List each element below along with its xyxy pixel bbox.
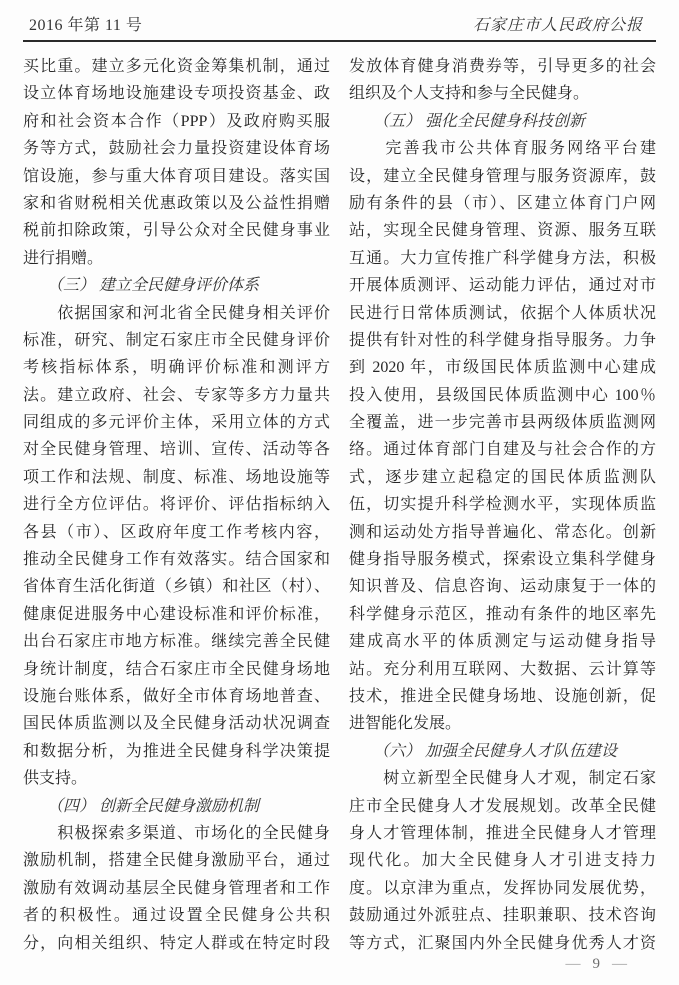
text-line: 开展体质测评、运动能力评估，通过对市: [349, 277, 656, 295]
text-line: 现代化。加大全民健身人才引进支持力: [349, 852, 656, 870]
text-line: 推动全民健身工作有效落实。结合国家和: [23, 551, 330, 569]
text-line: 技术，推进全民健身场地、设施创新，促: [349, 687, 656, 705]
text-line: 建成高水平的体质测定与运动健身指导: [349, 633, 656, 651]
text-line: 身统计制度，结合石家庄市全民健身场地: [23, 660, 330, 678]
text-line: 依据国家和河北省全民健身相关评价: [23, 304, 330, 322]
column-right: [349, 53, 656, 957]
text-line: 度。以京津为重点，发挥协同发展优势，: [349, 879, 656, 897]
text-line: 对全民健身管理、培训、宣传、活动等各: [23, 441, 330, 459]
text-line: 测和运动处方指导普遍化、常态化。创新: [349, 523, 656, 541]
text-line: 出台石家庄市地方标准。继续完善全民健: [23, 633, 330, 651]
text-line: 鼓励通过外派驻点、挂职兼职、技术咨询: [349, 907, 656, 925]
text-line: 健身指导服务模式，探索设立集科学健身: [349, 551, 656, 569]
text-line: 式，逐步建立起稳定的国民体质监测队: [349, 468, 656, 486]
text-line: 馆设施，参与重大体育项目建设。落实国: [23, 167, 330, 185]
text-line: 站。充分利用互联网、大数据、云计算等: [349, 660, 656, 678]
text-line: 法。建立政府、社会、专家等多方力量共: [23, 386, 330, 404]
text-line: 投入使用，县级国民体质监测中心 100％: [349, 386, 656, 404]
text-line: 设，建立全民健身管理与服务资源库，鼓: [349, 167, 656, 185]
text-line: 者的积极性。通过设置全民健身公共积: [23, 907, 330, 925]
text-line: 伍，切实提升科学检测水平，实现体质监: [349, 496, 656, 514]
text-line: 励有条件的县（市）、区建立体育门户网: [349, 194, 656, 212]
text-line: 供支持。: [23, 770, 88, 788]
text-line: 设立体育场地设施建设专项投资基金、政: [23, 85, 330, 103]
publication-title: 石家庄市人民政府公报: [472, 17, 643, 34]
page-number: 9: [592, 956, 600, 972]
section-heading: （六） 加强全民健身人才队伍建设: [349, 742, 618, 760]
text-line: 进智能化发展。: [349, 715, 462, 733]
text-line: 分，向相关组织、特定人群或在特定时段: [23, 934, 330, 952]
text-line: 积极探索多渠道、市场化的全民健身: [23, 824, 330, 842]
text-line: 买比重。建立多元化资金筹集机制，通过: [23, 58, 330, 75]
text-line: 各县（市）、区政府年度工作考核内容，: [23, 523, 330, 541]
footer-dash-left: —: [565, 956, 581, 972]
text-line: 国民体质监测以及全民健身活动状况调查: [23, 715, 330, 733]
text-line: 健康促进服务中心建设标准和评价标准，: [23, 605, 330, 623]
text-line: 设施台账体系，做好全市体育场地普查、: [23, 687, 330, 705]
text-line: 发放体育健身消费券等，引导更多的社会: [349, 58, 656, 75]
footer-dash-right: —: [612, 956, 627, 972]
text-line: 庄市全民健身人才发展规划。改革全民健: [349, 797, 656, 815]
text-line: 提供有针对性的科学健身指导服务。力争: [349, 331, 656, 349]
text-line: 民进行日常体质测试，依据个人体质状况: [349, 304, 656, 322]
column-left: [23, 53, 330, 957]
text-line: 进行全方位评估。将评价、评估指标纳入: [23, 496, 330, 514]
text-line: 家和省财税相关优惠政策以及公益性捐赠: [23, 194, 330, 212]
text-line: 项工作和法规、制度、标准、场地设施等: [23, 468, 330, 486]
text-line: 到 2020 年，市级国民体质监测中心建成: [349, 359, 656, 377]
text-line: 组织及个人支持和参与全民健身。: [349, 85, 590, 103]
section-heading: （五） 强化全民健身科技创新: [349, 112, 586, 130]
issue-number: 2016 年第 11 号: [29, 17, 143, 34]
text-line: 府和社会资本合作（PPP）及政府购买服: [23, 112, 330, 130]
text-line: 全覆盖，进一步完善市县两级体质监测网: [349, 414, 656, 432]
text-line: 同组成的多元评价主体，采用立体的方式: [23, 414, 330, 432]
section-heading: （四） 创新全民健身激励机制: [23, 797, 260, 815]
text-line: 和数据分析，为推进全民健身科学决策提: [23, 742, 330, 760]
text-line: 进行捐赠。: [23, 249, 104, 267]
text-line: 互通。大力宣传推广科学健身方法，积极: [349, 249, 656, 267]
text-line: 知识普及、信息咨询、运动康复于一体的: [349, 578, 656, 596]
document-body: [23, 53, 656, 957]
page-footer: [566, 955, 628, 973]
text-line: 科学健身示范区，推动有条件的地区率先: [349, 605, 656, 623]
text-line: 等方式，汇聚国内外全民健身优秀人才资: [349, 934, 656, 952]
page-header: [23, 0, 656, 42]
text-line: 完善我市公共体育服务网络平台建: [349, 140, 656, 158]
text-line: 树立新型全民健身人才观，制定石家: [349, 770, 656, 788]
text-line: 身人才管理体制，推进全民健身人才管理: [349, 824, 656, 842]
text-line: 站，实现全民健身管理、资源、服务互联: [349, 222, 656, 240]
text-line: 络。通过体育部门自建及与社会合作的方: [349, 441, 656, 459]
column-gap: [330, 53, 349, 957]
text-line: 标准，研究、制定石家庄市全民健身评价: [23, 331, 330, 349]
text-line: 激励有效调动基层全民健身管理者和工作: [23, 879, 330, 897]
text-line: 考核指标体系，明确评价标准和测评方: [23, 359, 330, 377]
text-line: 税前扣除政策，引导公众对全民健身事业: [23, 222, 330, 240]
text-line: 务等方式，鼓励社会力量投资建设体育场: [23, 140, 330, 158]
text-line: 激励机制，搭建全民健身激励平台，通过: [23, 852, 330, 870]
text-line: 省体育生活化街道（乡镇）和社区（村）、: [23, 578, 330, 596]
section-heading: （三） 建立全民健身评价体系: [23, 277, 260, 295]
